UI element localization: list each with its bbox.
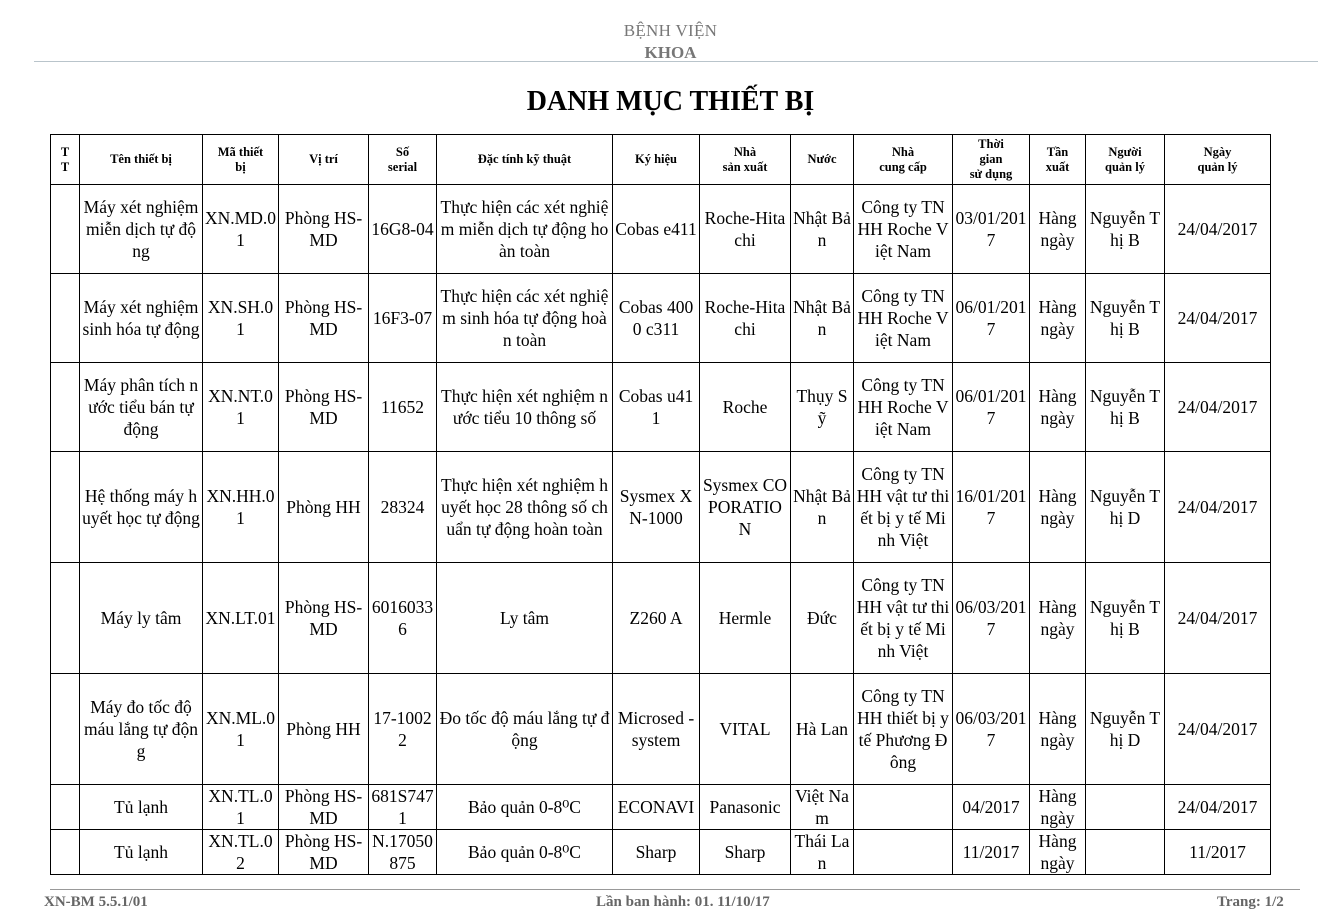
- cell-code: XN.ML.01: [203, 674, 279, 785]
- col-header-start-date: Thời gian sử dụng: [953, 135, 1030, 185]
- cell-model: Z260 A: [613, 563, 700, 674]
- cell-serial: 16F3-07: [369, 274, 437, 363]
- cell-supplier: Công ty TNHH Roche Việt Nam: [854, 363, 953, 452]
- cell-manage-date: 24/04/2017: [1165, 785, 1271, 830]
- cell-stt: [51, 452, 80, 563]
- col-header-name: Tên thiết bị: [80, 135, 203, 185]
- cell-country: Việt Nam: [791, 785, 854, 830]
- cell-manager: Nguyễn Thị B: [1086, 274, 1165, 363]
- cell-name: Máy xét nghiệm miễn dịch tự động: [80, 185, 203, 274]
- cell-manager: [1086, 785, 1165, 830]
- cell-code: XN.TL.02: [203, 830, 279, 875]
- cell-supplier: Công ty TNHH thiết bị y tế Phương Đông: [854, 674, 953, 785]
- cell-manage-date: 24/04/2017: [1165, 563, 1271, 674]
- cell-manager: Nguyễn Thị B: [1086, 185, 1165, 274]
- cell-country: Thái Lan: [791, 830, 854, 875]
- issue-info: Lần ban hành: 01. 11/10/17: [596, 894, 770, 910]
- cell-spec: Ly tâm: [437, 563, 613, 674]
- cell-manage-date: 11/2017: [1165, 830, 1271, 875]
- cell-location: Phòng HS-MD: [279, 830, 369, 875]
- cell-spec: Bảo quản 0-8⁰C: [437, 785, 613, 830]
- cell-serial: 28324: [369, 452, 437, 563]
- cell-location: Phòng HS-MD: [279, 274, 369, 363]
- col-header-stt: T T: [51, 135, 80, 185]
- table-row: [51, 363, 1271, 452]
- cell-name: Máy ly tâm: [80, 563, 203, 674]
- cell-model: ECONAVI: [613, 785, 700, 830]
- cell-supplier: Công ty TNHH vật tư thiết bị y tế Minh Việt: [854, 563, 953, 674]
- cell-serial: 681S7471: [369, 785, 437, 830]
- cell-stt: [51, 274, 80, 363]
- cell-name: Tủ lạnh: [80, 830, 203, 875]
- col-header-supplier: Nhà cung cấp: [854, 135, 953, 185]
- table-row: [51, 830, 1271, 875]
- cell-serial: 16G8-04: [369, 185, 437, 274]
- col-header-spec: Đặc tính kỹ thuật: [437, 135, 613, 185]
- cell-stt: [51, 185, 80, 274]
- cell-start-date: 04/2017: [953, 785, 1030, 830]
- cell-serial: N.17050875: [369, 830, 437, 875]
- cell-spec: Thực hiện các xét nghiệm sinh hóa tự động hoàn toàn: [437, 274, 613, 363]
- cell-country: Nhật Bản: [791, 274, 854, 363]
- cell-location: Phòng HS-MD: [279, 363, 369, 452]
- table-row: [51, 452, 1271, 563]
- col-header-manufacturer: Nhà sản xuất: [700, 135, 791, 185]
- table-header-row: [51, 135, 1271, 185]
- col-header-frequency: Tần xuất: [1030, 135, 1086, 185]
- cell-code: XN.SH.01: [203, 274, 279, 363]
- col-header-code: Mã thiết bị: [203, 135, 279, 185]
- cell-model: Cobas e411: [613, 185, 700, 274]
- cell-location: Phòng HS-MD: [279, 785, 369, 830]
- cell-manage-date: 24/04/2017: [1165, 452, 1271, 563]
- table-row: [51, 785, 1271, 830]
- cell-spec: Đo tốc độ máu lắng tự động: [437, 674, 613, 785]
- cell-code: XN.HH.01: [203, 452, 279, 563]
- cell-serial: 17-10022: [369, 674, 437, 785]
- cell-manage-date: 24/04/2017: [1165, 363, 1271, 452]
- cell-serial: 60160336: [369, 563, 437, 674]
- cell-start-date: 11/2017: [953, 830, 1030, 875]
- table-row: [51, 674, 1271, 785]
- page-number: Trang: 1/2: [1217, 894, 1284, 910]
- cell-spec: Bảo quản 0-8⁰C: [437, 830, 613, 875]
- cell-country: Thụy Sỹ: [791, 363, 854, 452]
- cell-stt: [51, 785, 80, 830]
- cell-supplier: Công ty TNHH vật tư thiết bị y tế Minh Việt: [854, 452, 953, 563]
- cell-start-date: 06/01/2017: [953, 274, 1030, 363]
- cell-stt: [51, 674, 80, 785]
- cell-model: Sysmex XN-1000: [613, 452, 700, 563]
- cell-frequency: Hàng ngày: [1030, 674, 1086, 785]
- cell-supplier: [854, 785, 953, 830]
- cell-start-date: 06/01/2017: [953, 363, 1030, 452]
- col-header-model: Ký hiệu: [613, 135, 700, 185]
- hospital-label: BỆNH VIỆN: [623, 21, 718, 40]
- cell-manage-date: 24/04/2017: [1165, 274, 1271, 363]
- department-label: KHOA: [644, 43, 697, 62]
- cell-frequency: Hàng ngày: [1030, 785, 1086, 830]
- cell-stt: [51, 563, 80, 674]
- cell-start-date: 03/01/2017: [953, 185, 1030, 274]
- cell-model: Sharp: [613, 830, 700, 875]
- cell-manager: Nguyễn Thị B: [1086, 363, 1165, 452]
- cell-spec: Thực hiện các xét nghiệm miễn dịch tự động hoàn toàn: [437, 185, 613, 274]
- cell-name: Tủ lạnh: [80, 785, 203, 830]
- cell-code: XN.TL.01: [203, 785, 279, 830]
- cell-serial: 11652: [369, 363, 437, 452]
- col-header-country: Nước: [791, 135, 854, 185]
- cell-frequency: Hàng ngày: [1030, 563, 1086, 674]
- col-header-manage-date: Ngày quản lý: [1165, 135, 1271, 185]
- cell-name: Máy xét nghiệm sinh hóa tự động: [80, 274, 203, 363]
- cell-country: Nhật Bản: [791, 185, 854, 274]
- cell-location: Phòng HS-MD: [279, 185, 369, 274]
- table-row: [51, 274, 1271, 363]
- cell-spec: Thực hiện xét nghiệm huyết học 28 thông số chuẩn tự động hoàn toàn: [437, 452, 613, 563]
- cell-manage-date: 24/04/2017: [1165, 185, 1271, 274]
- cell-name: Máy đo tốc độ máu lắng tự động: [80, 674, 203, 785]
- footer-divider: [50, 889, 1300, 890]
- cell-manager: Nguyễn Thị D: [1086, 674, 1165, 785]
- cell-code: XN.LT.01: [203, 563, 279, 674]
- cell-supplier: Công ty TNHH Roche Việt Nam: [854, 185, 953, 274]
- cell-model: Microsed - system: [613, 674, 700, 785]
- cell-manufacturer: Roche-Hitachi: [700, 274, 791, 363]
- cell-stt: [51, 363, 80, 452]
- cell-start-date: 16/01/2017: [953, 452, 1030, 563]
- cell-stt: [51, 830, 80, 875]
- cell-manufacturer: VITAL: [700, 674, 791, 785]
- cell-name: Hệ thống máy huyết học tự động: [80, 452, 203, 563]
- cell-manufacturer: Roche-Hitachi: [700, 185, 791, 274]
- cell-frequency: Hàng ngày: [1030, 830, 1086, 875]
- cell-manage-date: 24/04/2017: [1165, 674, 1271, 785]
- cell-manufacturer: Hermle: [700, 563, 791, 674]
- equipment-table: [50, 134, 1271, 875]
- cell-manufacturer: Panasonic: [700, 785, 791, 830]
- header-divider: [34, 61, 1318, 62]
- cell-manufacturer: Roche: [700, 363, 791, 452]
- col-header-location: Vị trí: [279, 135, 369, 185]
- cell-country: Hà Lan: [791, 674, 854, 785]
- form-code: XN-BM 5.5.1/01: [44, 894, 148, 910]
- page-title: DANH MỤC THIẾT BỊ: [526, 86, 815, 117]
- cell-country: Nhật Bản: [791, 452, 854, 563]
- cell-location: Phòng HH: [279, 674, 369, 785]
- cell-spec: Thực hiện xét nghiệm nước tiểu 10 thông số: [437, 363, 613, 452]
- table-row: [51, 563, 1271, 674]
- cell-frequency: Hàng ngày: [1030, 452, 1086, 563]
- cell-model: Cobas 4000 c311: [613, 274, 700, 363]
- col-header-manager: Người quản lý: [1086, 135, 1165, 185]
- cell-manufacturer: Sharp: [700, 830, 791, 875]
- cell-frequency: Hàng ngày: [1030, 185, 1086, 274]
- cell-code: XN.NT.01: [203, 363, 279, 452]
- cell-code: XN.MD.01: [203, 185, 279, 274]
- cell-start-date: 06/03/2017: [953, 674, 1030, 785]
- cell-supplier: [854, 830, 953, 875]
- cell-model: Cobas u411: [613, 363, 700, 452]
- cell-manufacturer: Sysmex COPORATION: [700, 452, 791, 563]
- col-header-serial: Số serial: [369, 135, 437, 185]
- cell-manager: Nguyễn Thị B: [1086, 563, 1165, 674]
- cell-frequency: Hàng ngày: [1030, 363, 1086, 452]
- cell-country: Đức: [791, 563, 854, 674]
- cell-location: Phòng HH: [279, 452, 369, 563]
- cell-name: Máy phân tích nước tiểu bán tự động: [80, 363, 203, 452]
- cell-supplier: Công ty TNHH Roche Việt Nam: [854, 274, 953, 363]
- cell-manager: [1086, 830, 1165, 875]
- cell-start-date: 06/03/2017: [953, 563, 1030, 674]
- cell-frequency: Hàng ngày: [1030, 274, 1086, 363]
- table-row: [51, 185, 1271, 274]
- cell-manager: Nguyễn Thị D: [1086, 452, 1165, 563]
- cell-location: Phòng HS-MD: [279, 563, 369, 674]
